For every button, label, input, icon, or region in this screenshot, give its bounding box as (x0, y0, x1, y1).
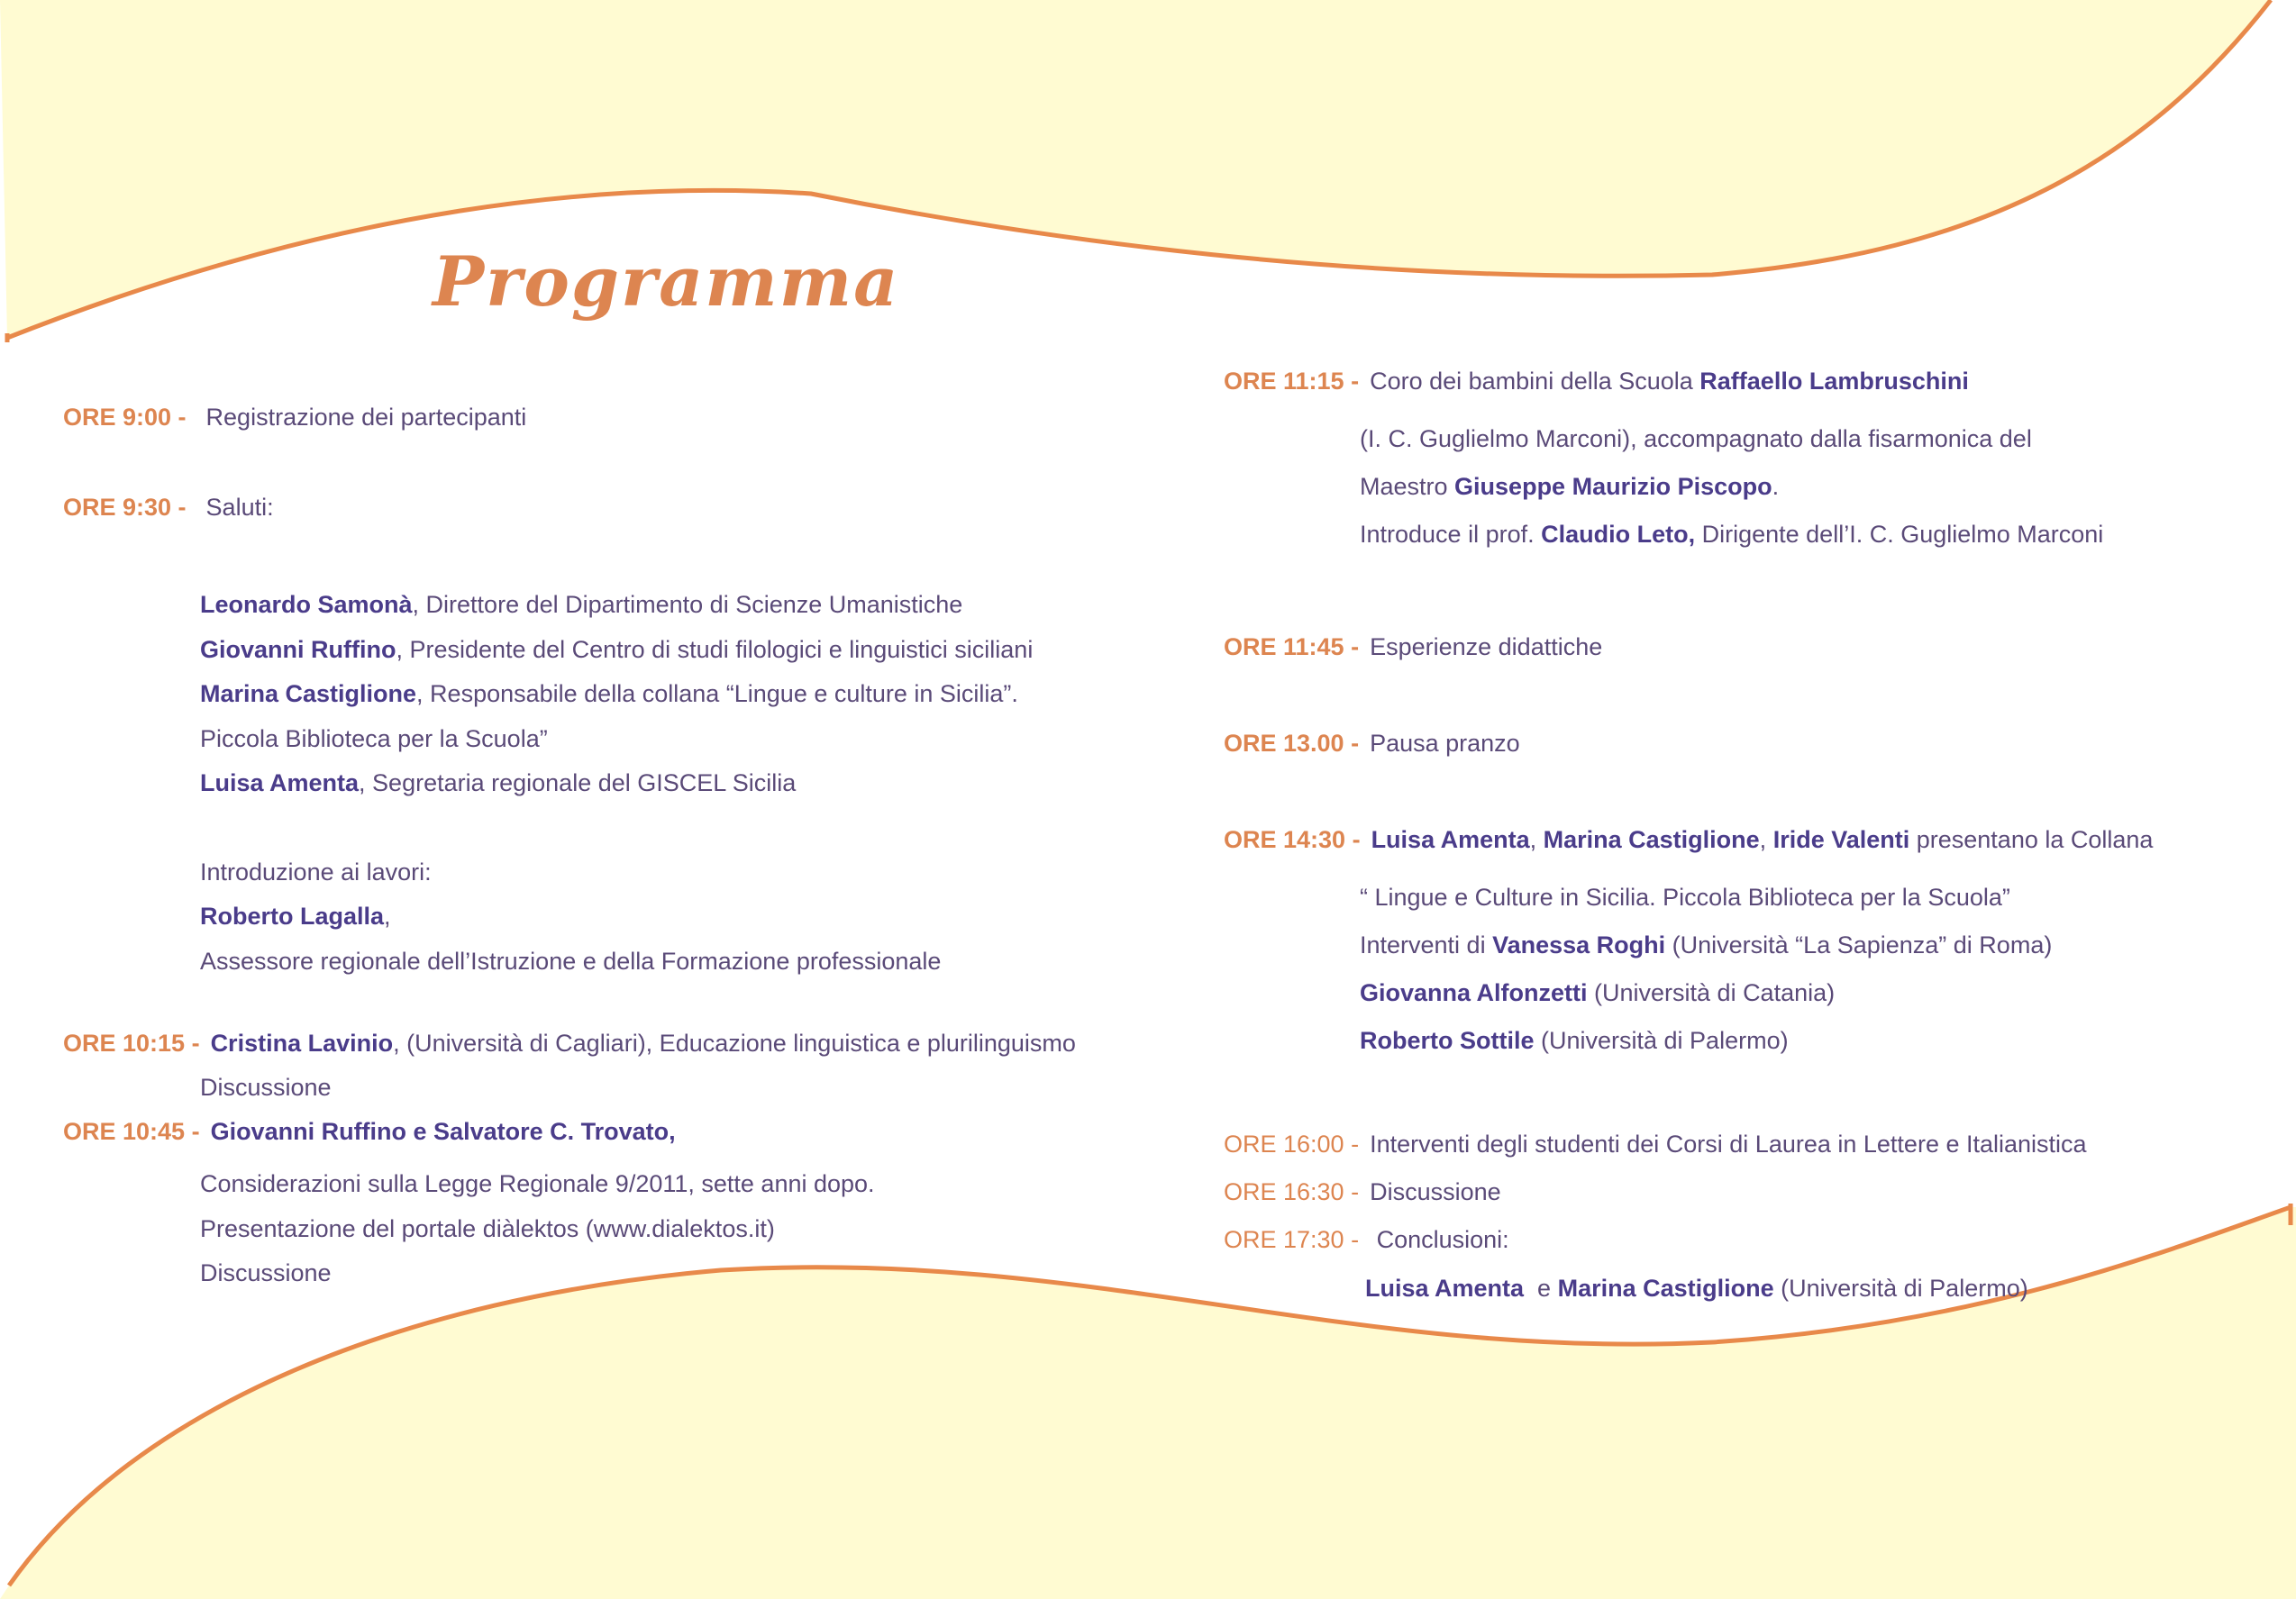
time-label: ORE 11:15 - (1224, 368, 1360, 395)
saluti-row: Leonardo Samonà, Direttore del Dipartimento di Scienze Umanistiche (200, 591, 963, 618)
schedule-item-1045 (63, 1118, 1162, 1145)
detail-line: Considerazioni sulla Legge Regionale 9/2011, sette anni dopo. (200, 1170, 875, 1197)
time-label: ORE 13.00 - (1224, 730, 1360, 757)
item-text: Discussione (1370, 1178, 1501, 1205)
intro-label: Introduzione ai lavori: (200, 858, 432, 886)
item-1115-details (1224, 415, 2278, 559)
program-right-column (1224, 368, 2278, 1302)
schedule-item-1145 (1224, 633, 2278, 660)
schedule-item-1630 (1224, 1178, 2278, 1205)
saluti-row: Giovanni Ruffino, Presidente del Centro di studi filologici e linguistici siciliani (200, 635, 1034, 663)
detail-line: (I. C. Guglielmo Marconi), accompagnato dalla fisarmonica del (1360, 425, 2032, 452)
detail-line: Discussione (200, 1259, 332, 1286)
schedule-item-0930 (63, 494, 1162, 521)
time-label: ORE 17:30 - (1224, 1226, 1360, 1253)
intro-speaker: Roberto Lagalla, (200, 903, 391, 930)
schedule-item-0900 (63, 404, 1162, 431)
item-speakers: Giovanni Ruffino e Salvatore C. Trovato, (210, 1118, 676, 1145)
saluti-row: Piccola Biblioteca per la Scuola” (200, 724, 548, 752)
saluti-row: Luisa Amenta, Segretaria regionale del GISCEL Sicilia (200, 769, 797, 796)
time-label: ORE 9:00 - (63, 404, 187, 431)
item-text: Interventi degli studenti dei Corsi di Laurea in Lettere e Italianistica (1370, 1131, 2087, 1158)
item-1045-details (63, 1162, 1162, 1296)
top-cream-band (0, 0, 2271, 338)
schedule-item-1115 (1224, 368, 2278, 395)
saluti-list (63, 583, 1162, 806)
schedule-item-1600 (1224, 1131, 2278, 1158)
time-label: ORE 14:30 - (1224, 826, 1361, 853)
time-label: ORE 10:15 - (63, 1030, 200, 1057)
item-text: Registrazione dei partecipanti (205, 404, 527, 431)
item-text: Esperienze didattiche (1370, 633, 1603, 660)
schedule-item-1300 (1224, 730, 2278, 757)
schedule-item-1015 (63, 1030, 1162, 1057)
time-label: ORE 16:00 - (1224, 1131, 1360, 1158)
intro-role: Assessore regionale dell’Istruzione e della Formazione professionale (200, 947, 942, 975)
item-text: Luisa Amenta, Marina Castiglione, Iride Valenti presentano la Collana (1371, 826, 2154, 853)
time-label: ORE 11:45 - (1224, 633, 1360, 660)
schedule-item-1430 (1224, 826, 2278, 853)
detail-line: “ Lingue e Culture in Sicilia. Piccola Biblioteca per la Scuola” (1360, 884, 2010, 911)
detail-line: Interventi di Vanessa Roghi (Università “La Sapienza” di Roma) (1360, 931, 2053, 958)
saluti-row: Marina Castiglione, Responsabile della collana “Lingue e culture in Sicilia”. (200, 680, 1018, 707)
item-text: Pausa pranzo (1370, 730, 1520, 757)
conclusioni-speakers: Luisa Amenta e Marina Castiglione (Università di Palermo) (1365, 1275, 2028, 1302)
detail-line: Roberto Sottile (Università di Palermo) (1360, 1027, 1789, 1054)
item-1430-details (1224, 874, 2278, 1065)
intro-block (63, 850, 1162, 985)
item-text: Saluti: (205, 494, 274, 521)
item-text: Conclusioni: (1370, 1226, 1509, 1253)
detail-line: Giovanna Alfonzetti (Università di Catania) (1360, 979, 1836, 1006)
time-label: ORE 9:30 - (63, 494, 187, 521)
item-text: Coro dei bambini della Scuola Raffaello Lambruschini (1370, 368, 1969, 395)
discussione-1015: Discussione (200, 1074, 332, 1101)
item-text: Cristina Lavinio, (Università di Cagliari), Educazione linguistica e plurilinguismo (210, 1030, 1076, 1057)
schedule-item-1730 (1224, 1226, 2278, 1253)
detail-line: Introduce il prof. Claudio Leto, Dirigente dell’I. C. Guglielmo Marconi (1360, 521, 2104, 548)
program-left-column (63, 404, 1162, 1296)
time-label: ORE 16:30 - (1224, 1178, 1360, 1205)
time-label: ORE 10:45 - (63, 1118, 200, 1145)
detail-line: Maestro Giuseppe Maurizio Piscopo. (1360, 473, 1780, 500)
detail-line: Presentazione del portale diàlektos (www.dialektos.it) (200, 1214, 775, 1242)
page-title: Programma (433, 241, 900, 322)
